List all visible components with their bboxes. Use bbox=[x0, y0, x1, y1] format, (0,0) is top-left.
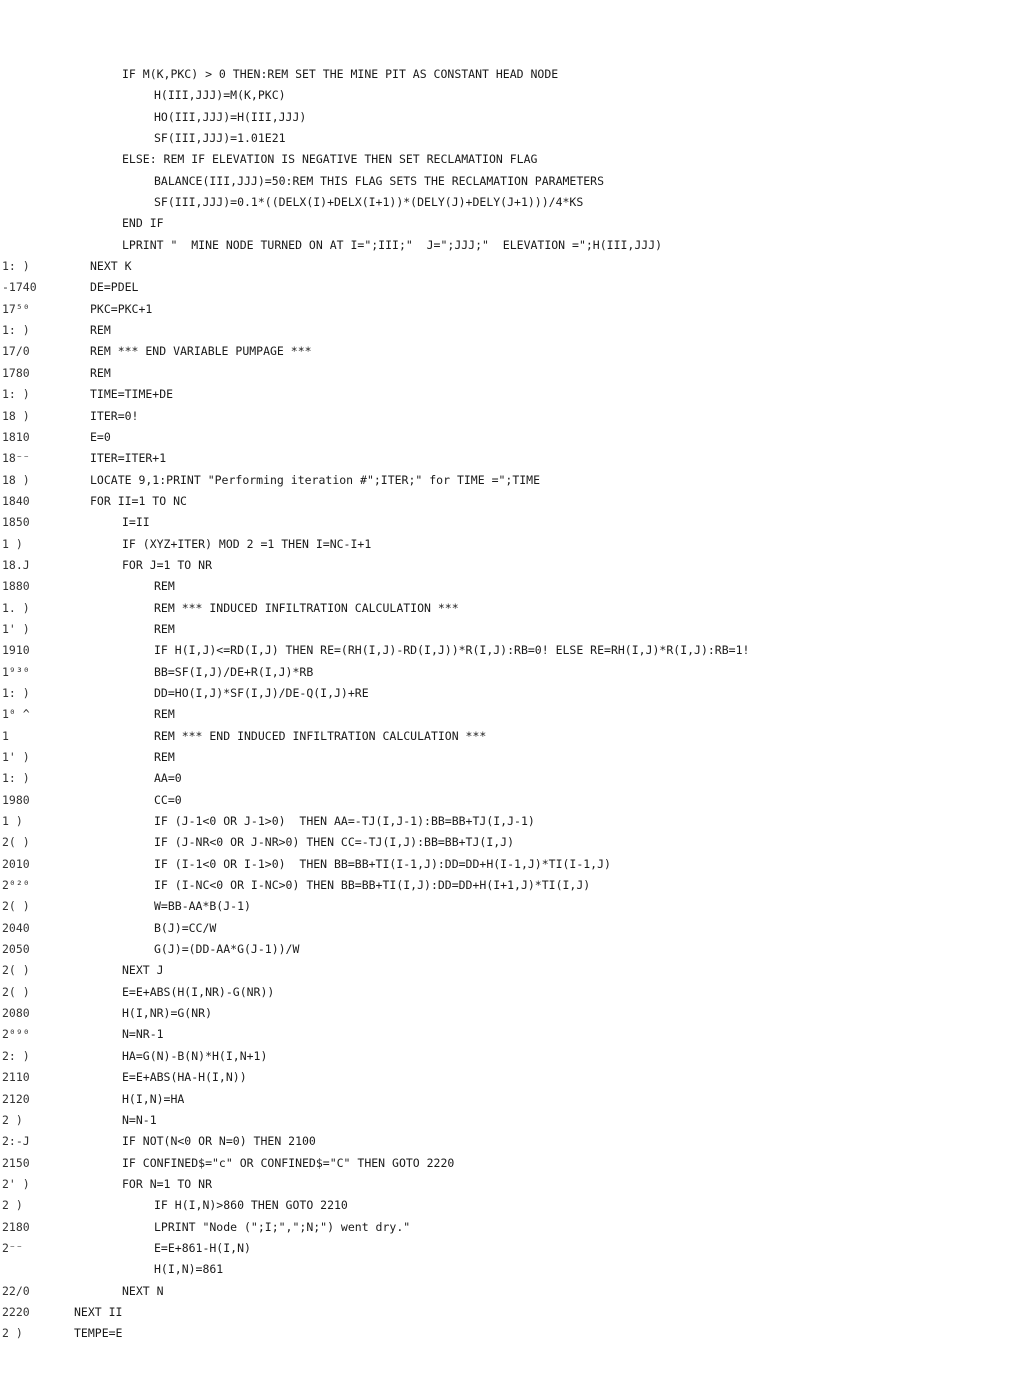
line-number: 2' ) bbox=[2, 1176, 30, 1191]
line-number: 2080 bbox=[2, 1006, 30, 1021]
line-statement: IF (J-NR<0 OR J-NR>0) THEN CC=-TJ(I,J):BB=BB+TJ(I,J) bbox=[154, 835, 515, 850]
line-statement: N=N-1 bbox=[122, 1112, 157, 1127]
line-number: 17⁵⁰ bbox=[2, 301, 30, 316]
line-number: 2: ) bbox=[2, 1048, 30, 1063]
line-number: 1: ) bbox=[2, 771, 30, 786]
line-number: 2050 bbox=[2, 942, 30, 957]
line-statement: ITER=ITER+1 bbox=[90, 451, 167, 466]
line-number: 2040 bbox=[2, 920, 30, 935]
code-line bbox=[0, 384, 1034, 405]
code-line bbox=[0, 896, 1034, 917]
code-line bbox=[0, 1046, 1034, 1067]
line-number: 18⁻⁻ bbox=[2, 451, 30, 466]
code-line bbox=[0, 790, 1034, 811]
code-line bbox=[0, 768, 1034, 789]
line-number: 1780 bbox=[2, 365, 30, 380]
code-line bbox=[0, 299, 1034, 320]
line-statement: I=II bbox=[122, 515, 150, 530]
line-number: 2⁻⁻ bbox=[2, 1240, 23, 1255]
line-statement: IF (I-NC<0 OR I-NC>0) THEN BB=BB+TI(I,J):DD=DD+H(I+1,J)*TI(I,J) bbox=[154, 878, 591, 893]
line-statement: NEXT J bbox=[122, 963, 164, 978]
line-statement: END IF bbox=[122, 216, 164, 231]
code-line bbox=[0, 128, 1034, 149]
line-statement: IF H(I,N)>860 THEN GOTO 2210 bbox=[154, 1198, 348, 1213]
line-statement: REM bbox=[154, 750, 175, 764]
line-statement: FOR J=1 TO NR bbox=[122, 557, 213, 572]
code-line bbox=[0, 1323, 1034, 1344]
code-line bbox=[0, 1153, 1034, 1174]
line-number: 2( ) bbox=[2, 984, 30, 999]
line-statement: SF(III,JJJ)=0.1*((DELX(I)+DELX(I+1))*(DELY(J)+DELY(J+1)))/4*KS bbox=[154, 195, 584, 210]
code-line bbox=[0, 320, 1034, 341]
line-number: 2⁰⁹⁰ bbox=[2, 1027, 30, 1042]
code-line bbox=[0, 1131, 1034, 1152]
line-number: 1⁰ ^ bbox=[2, 707, 30, 722]
line-statement: LPRINT " MINE NODE TURNED ON AT I=";III;" J=";JJJ;" ELEVATION =";H(III,JJJ) bbox=[122, 237, 663, 252]
code-listing bbox=[0, 64, 1034, 1345]
line-statement: W=BB-AA*B(J-1) bbox=[154, 899, 251, 914]
code-line bbox=[0, 875, 1034, 896]
code-line bbox=[0, 107, 1034, 128]
code-line bbox=[0, 491, 1034, 512]
line-statement: REM bbox=[154, 707, 175, 722]
line-number: 18 ) bbox=[2, 408, 30, 423]
line-number: 2220 bbox=[2, 1304, 30, 1319]
line-number: 1910 bbox=[2, 643, 30, 658]
line-number: 1⁹³⁰ bbox=[2, 664, 30, 679]
line-number: 18 ) bbox=[2, 472, 30, 487]
code-line bbox=[0, 854, 1034, 875]
line-number: 2110 bbox=[2, 1070, 30, 1085]
code-line bbox=[0, 192, 1034, 213]
code-line bbox=[0, 747, 1034, 768]
code-line bbox=[0, 213, 1034, 234]
code-line bbox=[0, 726, 1034, 747]
line-statement: IF CONFINED$="c" OR CONFINED$="C" THEN GOTO 2220 bbox=[122, 1155, 455, 1170]
line-statement: LOCATE 9,1:PRINT "Performing iteration #";ITER;" for TIME =";TIME bbox=[90, 472, 541, 487]
code-line bbox=[0, 406, 1034, 427]
line-statement: SF(III,JJJ)=1.01E21 bbox=[154, 131, 286, 146]
line-number: 1 ) bbox=[2, 536, 23, 551]
code-line bbox=[0, 427, 1034, 448]
line-number: 1850 bbox=[2, 515, 30, 530]
code-line bbox=[0, 662, 1034, 683]
code-line bbox=[0, 1089, 1034, 1110]
code-line bbox=[0, 256, 1034, 277]
code-line bbox=[0, 1174, 1034, 1195]
line-number: 1: ) bbox=[2, 387, 30, 402]
line-statement: H(III,JJJ)=M(K,PKC) bbox=[154, 88, 286, 103]
code-line bbox=[0, 619, 1034, 640]
line-number: 22/0 bbox=[2, 1283, 30, 1298]
line-number: 1: ) bbox=[2, 259, 30, 274]
line-statement: ELSE: REM IF ELEVATION IS NEGATIVE THEN SET RECLAMATION FLAG bbox=[122, 152, 538, 167]
line-number: 2 ) bbox=[2, 1326, 23, 1341]
code-line bbox=[0, 683, 1034, 704]
code-line bbox=[0, 1259, 1034, 1280]
code-line bbox=[0, 982, 1034, 1003]
line-statement: TEMPE=E bbox=[74, 1326, 123, 1341]
line-number: 1810 bbox=[2, 429, 30, 444]
line-statement: IF NOT(N<0 OR N=0) THEN 2100 bbox=[122, 1134, 316, 1149]
code-line bbox=[0, 1302, 1034, 1323]
line-statement: G(J)=(DD-AA*G(J-1))/W bbox=[154, 942, 300, 957]
code-line bbox=[0, 64, 1034, 85]
code-line bbox=[0, 704, 1034, 725]
code-line bbox=[0, 1003, 1034, 1024]
code-line bbox=[0, 1110, 1034, 1131]
line-statement: NEXT K bbox=[90, 259, 132, 274]
code-line bbox=[0, 576, 1034, 597]
code-line bbox=[0, 939, 1034, 960]
code-line bbox=[0, 448, 1034, 469]
line-statement: AA=0 bbox=[154, 771, 182, 786]
line-statement: IF (XYZ+ITER) MOD 2 =1 THEN I=NC-I+1 bbox=[122, 536, 372, 551]
line-statement: REM bbox=[90, 365, 111, 380]
line-number: 2 ) bbox=[2, 1112, 23, 1127]
line-statement: CC=0 bbox=[154, 792, 182, 807]
code-line bbox=[0, 1238, 1034, 1259]
line-statement: REM bbox=[90, 323, 111, 338]
line-statement: REM *** INDUCED INFILTRATION CALCULATION *** bbox=[154, 600, 459, 615]
code-line bbox=[0, 512, 1034, 533]
line-statement: E=0 bbox=[90, 429, 111, 444]
line-statement: ITER=0! bbox=[90, 408, 139, 423]
code-line bbox=[0, 918, 1034, 939]
line-statement: BALANCE(III,JJJ)=50:REM THIS FLAG SETS THE RECLAMATION PARAMETERS bbox=[154, 173, 605, 188]
line-number: 1840 bbox=[2, 493, 30, 508]
line-statement: DE=PDEL bbox=[90, 280, 139, 295]
line-number: 2⁰²⁰ bbox=[2, 878, 30, 893]
line-statement: REM *** END VARIABLE PUMPAGE *** bbox=[90, 344, 312, 359]
code-line bbox=[0, 811, 1034, 832]
line-statement: H(I,N)=861 bbox=[154, 1262, 224, 1277]
line-number: 1' ) bbox=[2, 750, 30, 764]
line-statement: LPRINT "Node (";I;",";N;") went dry." bbox=[154, 1219, 411, 1234]
line-statement: DD=HO(I,J)*SF(I,J)/DE-Q(I,J)+RE bbox=[154, 685, 369, 700]
line-number: 2( ) bbox=[2, 835, 30, 850]
line-number: 2:-J bbox=[2, 1134, 30, 1149]
code-line bbox=[0, 363, 1034, 384]
line-number: 2180 bbox=[2, 1219, 30, 1234]
line-number: 1' ) bbox=[2, 621, 30, 636]
line-statement: PKC=PKC+1 bbox=[90, 301, 153, 316]
line-statement: IF M(K,PKC) > 0 THEN:REM SET THE MINE PIT AS CONSTANT HEAD NODE bbox=[122, 67, 559, 81]
line-number: 18.J bbox=[2, 557, 30, 572]
line-statement: E=E+ABS(H(I,NR)-G(NR)) bbox=[122, 984, 275, 999]
line-statement: B(J)=CC/W bbox=[154, 920, 217, 935]
code-line bbox=[0, 1195, 1034, 1216]
line-number: 2 ) bbox=[2, 1198, 23, 1213]
line-statement: N=NR-1 bbox=[122, 1027, 164, 1042]
code-line bbox=[0, 1024, 1034, 1045]
line-number: 1: ) bbox=[2, 685, 30, 700]
code-line bbox=[0, 85, 1034, 106]
line-statement: H(I,N)=HA bbox=[122, 1091, 185, 1106]
line-statement: IF H(I,J)<=RD(I,J) THEN RE=(RH(I,J)-RD(I,J))*R(I,J):RB=0! ELSE RE=RH(I,J)*R(I,J):RB=1! bbox=[154, 643, 750, 658]
line-number: 1980 bbox=[2, 792, 30, 807]
line-number: 1 bbox=[2, 728, 9, 743]
line-number: 1. ) bbox=[2, 600, 30, 615]
line-number: 2( ) bbox=[2, 899, 30, 914]
line-statement: E=E+861-H(I,N) bbox=[154, 1240, 251, 1255]
line-statement: IF (J-1<0 OR J-1>0) THEN AA=-TJ(I,J-1):BB=BB+TJ(I,J-1) bbox=[154, 814, 535, 829]
line-statement: REM bbox=[154, 579, 175, 594]
line-number: 2120 bbox=[2, 1091, 30, 1106]
line-statement: NEXT II bbox=[74, 1304, 123, 1319]
code-line bbox=[0, 640, 1034, 661]
line-statement: HO(III,JJJ)=H(III,JJJ) bbox=[154, 109, 307, 124]
line-number: 1 ) bbox=[2, 814, 23, 829]
line-number: 1: ) bbox=[2, 323, 30, 338]
line-statement: HA=G(N)-B(N)*H(I,N+1) bbox=[122, 1048, 268, 1063]
line-statement: FOR N=1 TO NR bbox=[122, 1176, 213, 1191]
line-statement: BB=SF(I,J)/DE+R(I,J)*RB bbox=[154, 664, 314, 679]
code-line bbox=[0, 341, 1034, 362]
line-statement: H(I,NR)=G(NR) bbox=[122, 1006, 213, 1021]
line-statement: TIME=TIME+DE bbox=[90, 387, 174, 402]
code-line bbox=[0, 832, 1034, 853]
code-line bbox=[0, 598, 1034, 619]
code-line bbox=[0, 1067, 1034, 1088]
line-number: 1880 bbox=[2, 579, 30, 594]
line-statement: FOR II=1 TO NC bbox=[90, 493, 187, 508]
code-line bbox=[0, 534, 1034, 555]
code-line bbox=[0, 555, 1034, 576]
line-number: 2( ) bbox=[2, 963, 30, 978]
code-line bbox=[0, 171, 1034, 192]
line-number: -1740 bbox=[2, 280, 37, 295]
code-line bbox=[0, 1281, 1034, 1302]
line-statement: REM bbox=[154, 621, 175, 636]
line-statement: IF (I-1<0 OR I-1>0) THEN BB=BB+TI(I-1,J):DD=DD+H(I-1,J)*TI(I-1,J) bbox=[154, 856, 611, 871]
line-statement: NEXT N bbox=[122, 1283, 164, 1298]
code-line bbox=[0, 149, 1034, 170]
line-number: 17/0 bbox=[2, 344, 30, 359]
line-number: 2150 bbox=[2, 1155, 30, 1170]
line-statement: E=E+ABS(HA-H(I,N)) bbox=[122, 1070, 247, 1085]
code-line bbox=[0, 1217, 1034, 1238]
code-line bbox=[0, 960, 1034, 981]
code-line bbox=[0, 277, 1034, 298]
line-statement: REM *** END INDUCED INFILTRATION CALCULATION *** bbox=[154, 728, 487, 743]
code-line bbox=[0, 470, 1034, 491]
code-line bbox=[0, 235, 1034, 256]
line-number: 2010 bbox=[2, 856, 30, 871]
